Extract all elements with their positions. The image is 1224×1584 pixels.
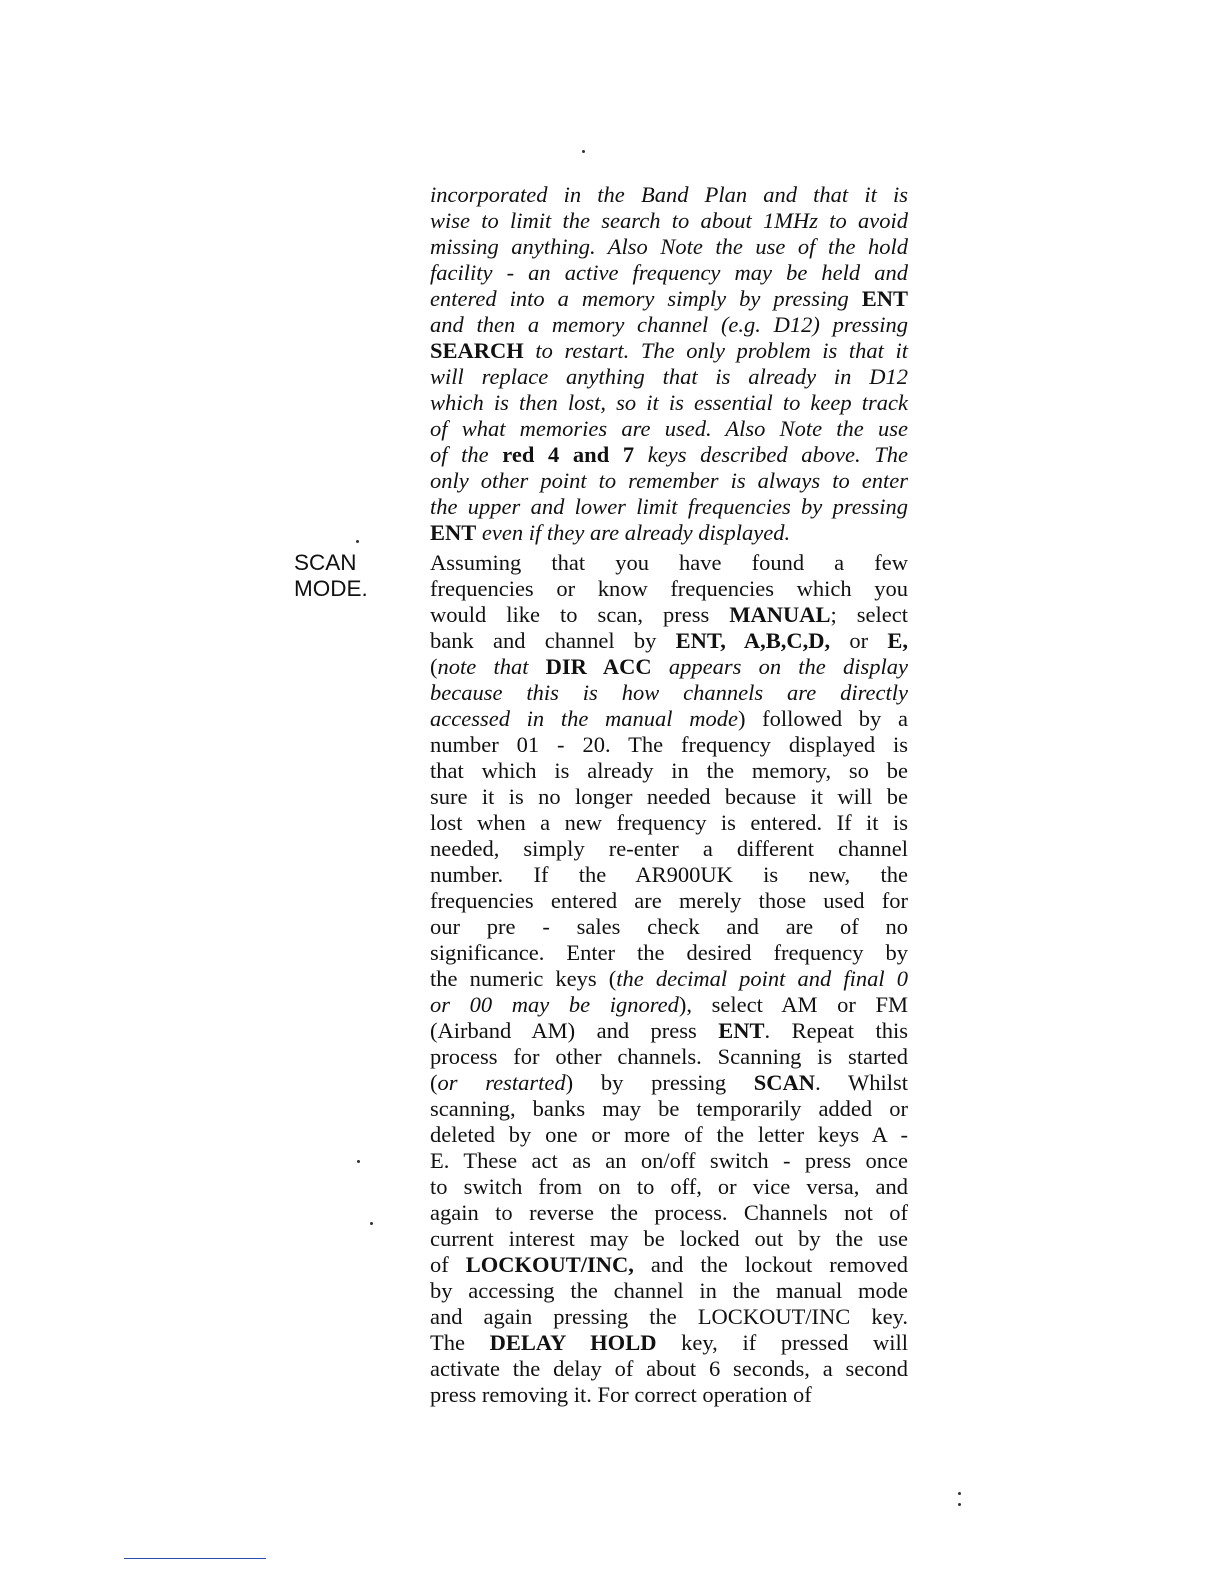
text-run: of the — [430, 442, 503, 467]
text-run: key, if pressed will — [656, 1330, 909, 1355]
text-line — [430, 1044, 908, 1070]
text-line — [430, 550, 908, 576]
text-run: of — [430, 1252, 466, 1277]
text-line — [430, 234, 908, 260]
text-line — [430, 416, 908, 442]
bold-key-name: MANUAL — [729, 602, 831, 627]
text-run: bank and channel by — [430, 628, 676, 653]
text-run: to switch from on to off, or vice versa, and — [430, 1174, 908, 1199]
text-line — [430, 260, 908, 286]
text-line — [430, 992, 908, 1018]
text-line — [430, 1252, 908, 1278]
bold-key-name: ENT — [430, 520, 477, 545]
text-line — [430, 1382, 908, 1408]
text-run: our pre - sales check and are of no — [430, 914, 908, 939]
text-run: will replace anything that is already in D12 — [430, 364, 908, 389]
text-run: or 00 may be ignored — [430, 992, 679, 1017]
scan-mode-paragraph — [430, 550, 908, 1408]
text-line — [430, 966, 908, 992]
text-run: which is then lost, so it is essential to keep track — [430, 390, 908, 415]
text-run: ) by pressing — [565, 1070, 754, 1095]
text-run: only other point to remember is always to enter — [430, 468, 908, 493]
text-line — [430, 1330, 908, 1356]
text-line — [430, 706, 908, 732]
text-run: needed, simply re-enter a different channel — [430, 836, 908, 861]
bold-key-name: LOCKOUT/INC, — [465, 1252, 634, 1277]
text-run: significance. Enter the desired frequency by — [430, 940, 908, 965]
text-run: activate the delay of about 6 seconds, a second — [430, 1356, 908, 1381]
text-run: ( — [430, 654, 438, 679]
text-run: (Airband AM) and press — [430, 1018, 719, 1043]
text-run: frequencies or know frequencies which you — [430, 576, 908, 601]
text-line — [430, 364, 908, 390]
text-run: by accessing the channel in the manual mode — [430, 1278, 908, 1303]
bold-key-name: ENT — [718, 1018, 765, 1043]
bold-key-name: red 4 and 7 — [502, 442, 635, 467]
text-line — [430, 784, 908, 810]
text-run: the upper and lower limit frequencies by pressing — [430, 494, 908, 519]
text-run: and then a memory channel (e.g. D12) pressing — [430, 312, 908, 337]
text-run: . Repeat this — [764, 1018, 908, 1043]
text-line — [430, 1096, 908, 1122]
scan-speck — [356, 540, 359, 543]
text-line — [430, 390, 908, 416]
text-run: keys described above. The — [634, 442, 908, 467]
text-line — [430, 654, 908, 680]
text-run: to restart. The only problem is that it — [523, 338, 908, 363]
text-run: current interest may be locked out by the use — [430, 1226, 908, 1251]
text-line — [430, 312, 908, 338]
text-run: or restarted — [437, 1070, 566, 1095]
text-line — [430, 182, 908, 208]
text-run: . Whilst — [815, 1070, 908, 1095]
text-run: ), select AM or FM — [678, 992, 908, 1017]
text-run: the decimal point and final 0 — [616, 966, 909, 991]
text-line — [430, 1070, 908, 1096]
text-line — [430, 836, 908, 862]
section-heading-line-2: MODE. — [294, 576, 368, 601]
scan-speck — [582, 150, 585, 153]
text-line — [430, 1304, 908, 1330]
text-run: the numeric keys ( — [430, 966, 617, 991]
text-run: again to reverse the process. Channels not of — [430, 1200, 908, 1225]
scan-speck — [958, 1503, 961, 1506]
text-line — [430, 602, 908, 628]
section-heading-line-1: SCAN — [294, 550, 357, 575]
text-run: facility - an active frequency may be held and — [430, 260, 908, 285]
text-run: missing anything. Also Note the use of the hold — [430, 234, 908, 259]
text-run: number 01 - 20. The frequency displayed is — [430, 732, 908, 757]
text-line — [430, 862, 908, 888]
text-run: and the lockout removed — [633, 1252, 908, 1277]
text-line — [430, 208, 908, 234]
text-run: press removing it. For correct operation of — [430, 1382, 812, 1407]
text-run: note that — [437, 654, 546, 679]
text-line — [430, 888, 908, 914]
text-line — [430, 442, 908, 468]
text-line — [430, 732, 908, 758]
text-line — [430, 914, 908, 940]
scan-speck — [357, 1160, 360, 1163]
bold-key-name: DIR ACC — [545, 654, 652, 679]
bold-key-name: DELAY HOLD — [489, 1330, 657, 1355]
text-run: would like to scan, press — [430, 602, 730, 627]
text-line — [430, 1148, 908, 1174]
text-line — [430, 1226, 908, 1252]
text-run: ( — [430, 1070, 438, 1095]
text-line — [430, 494, 908, 520]
bold-key-name: E, — [887, 628, 909, 653]
text-run: that which is already in the memory, so be — [430, 758, 908, 783]
text-run: sure it is no longer needed because it will be — [430, 784, 908, 809]
text-run: process for other channels. Scanning is started — [430, 1044, 908, 1069]
text-line — [430, 1200, 908, 1226]
text-line — [430, 628, 908, 654]
bold-key-name: SEARCH — [430, 338, 524, 363]
text-run: ; select — [830, 602, 908, 627]
text-run: frequencies entered are merely those used for — [430, 888, 908, 913]
footer-rule — [124, 1558, 266, 1559]
text-line — [430, 680, 908, 706]
bold-key-name: ENT — [861, 286, 908, 311]
scan-speck — [370, 1222, 373, 1225]
section-heading-scan-mode — [294, 550, 368, 602]
text-run: accessed in the manual mode — [430, 706, 738, 731]
bold-key-name: ENT, A,B,C,D, — [675, 628, 831, 653]
text-line — [430, 940, 908, 966]
bold-key-name: SCAN — [753, 1070, 816, 1095]
text-run: or — [830, 628, 888, 653]
text-line — [430, 520, 908, 546]
text-run: ) followed by a — [737, 706, 908, 731]
text-run: wise to limit the search to about 1MHz to avoid — [430, 208, 908, 233]
text-run: The — [430, 1330, 490, 1355]
text-run: because this is how channels are directly — [430, 680, 908, 705]
text-run: deleted by one or more of the letter keys A - — [430, 1122, 908, 1147]
text-line — [430, 1356, 908, 1382]
text-line — [430, 758, 908, 784]
text-run: lost when a new frequency is entered. If it is — [430, 810, 908, 835]
text-line — [430, 810, 908, 836]
continuation-paragraph — [430, 182, 908, 546]
text-run: scanning, banks may be temporarily added or — [430, 1096, 908, 1121]
text-run: of what memories are used. Also Note the use — [430, 416, 908, 441]
text-line — [430, 338, 908, 364]
text-line — [430, 1278, 908, 1304]
text-line — [430, 286, 908, 312]
text-run: entered into a memory simply by pressing — [430, 286, 862, 311]
text-line — [430, 468, 908, 494]
text-line — [430, 1174, 908, 1200]
text-run: E. These act as an on/off switch - press once — [430, 1148, 908, 1173]
text-line — [430, 1018, 908, 1044]
scan-speck — [958, 1492, 961, 1495]
text-run: incorporated in the Band Plan and that it is — [430, 182, 908, 207]
text-run: appears on the display — [651, 654, 908, 679]
text-line — [430, 1122, 908, 1148]
text-run: even if they are already displayed. — [476, 520, 791, 545]
text-run: number. If the AR900UK is new, the — [430, 862, 908, 887]
text-run: and again pressing the LOCKOUT/INC key. — [430, 1304, 908, 1329]
text-line — [430, 576, 908, 602]
text-run: Assuming that you have found a few — [430, 550, 908, 575]
